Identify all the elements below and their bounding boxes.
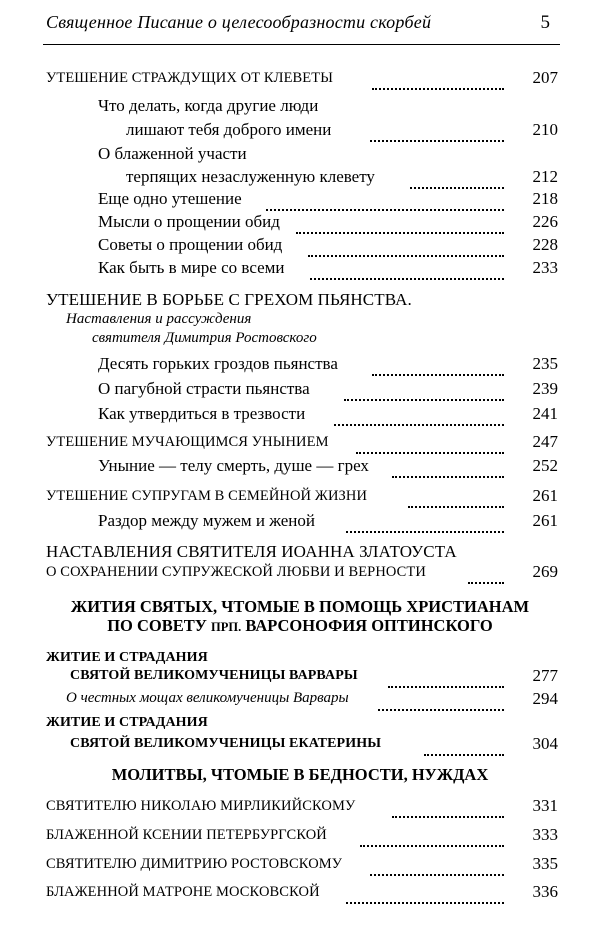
toc-entry-page: 304 <box>532 734 558 753</box>
toc-entry-title: СВЯТОЙ ВЕЛИКОМУЧЕНИЦЫ ЕКАТЕРИНЫ <box>70 736 385 752</box>
section-heading-line1: ЖИТИЯ СВЯТЫХ, ЧТОМЫЕ В ПОМОЩЬ ХРИСТИАНАМ <box>70 597 530 616</box>
toc-entry[interactable] <box>0 562 600 586</box>
toc-entry-title: О пагубной страсти пьянства <box>98 379 314 399</box>
header-rule <box>43 44 560 45</box>
toc-entry-title: Десять горьких гроздов пьянства <box>98 354 342 374</box>
toc-entry[interactable] <box>0 258 600 282</box>
toc-entry-title: Раздор между мужем и женой <box>98 511 319 531</box>
toc-entry-page: 218 <box>532 189 558 208</box>
toc-entry-title: БЛАЖЕННОЙ КСЕНИИ ПЕТЕРБУРГСКОЙ <box>46 827 331 844</box>
toc-entry-page: 252 <box>532 456 558 475</box>
toc-entry[interactable] <box>0 432 600 456</box>
toc-entry-title: Мысли о прощении обид <box>98 212 284 232</box>
toc-entry[interactable] <box>0 825 600 849</box>
toc-entry-page: 294 <box>532 689 558 708</box>
toc-entry-title: Уныние — телу смерть, душе — грех <box>98 456 373 476</box>
toc-entry-title: БЛАЖЕННОЙ МАТРОНЕ МОСКОВСКОЙ <box>46 884 324 901</box>
toc-entry[interactable] <box>0 456 600 480</box>
toc-entry-title: УТЕШЕНИЕ СТРАЖДУЩИХ ОТ КЛЕВЕТЫ <box>46 70 337 87</box>
toc-entry-title: Как быть в мире со всеми <box>98 258 288 278</box>
toc-entry-page: 333 <box>532 825 558 844</box>
toc-entry-title: О честных мощах великомученицы Варвары <box>66 690 353 707</box>
toc-entry-page: 207 <box>532 68 558 87</box>
toc-entry-page: 241 <box>532 404 558 423</box>
toc-entry-title: О СОХРАНЕНИИ СУПРУЖЕСКОЙ ЛЮБВИ И ВЕРНОСТИ <box>46 564 430 581</box>
toc-entry-title: Еще одно утешение <box>98 189 246 209</box>
toc-entry-page: 226 <box>532 212 558 231</box>
toc-entry-page: 336 <box>532 882 558 901</box>
toc-entry[interactable] <box>0 796 600 820</box>
toc-entry-title-line1: Что делать, когда другие люди <box>98 96 319 115</box>
toc-entry-title-line1: О блаженной участи <box>98 144 247 163</box>
toc-entry-page: 239 <box>532 379 558 398</box>
toc-entry-title: терпящих незаслуженную клевету <box>126 167 379 187</box>
toc-entry-page: 233 <box>532 258 558 277</box>
page-number: 5 <box>540 12 550 33</box>
toc-entry[interactable] <box>0 212 600 236</box>
toc-entry[interactable] <box>0 666 600 690</box>
toc-entry-page: 228 <box>532 235 558 254</box>
toc-entry-page: 269 <box>532 562 558 581</box>
toc-entry[interactable] <box>0 486 600 510</box>
toc-entry-page: 277 <box>532 666 558 685</box>
toc-entry-title: лишают тебя доброго имени <box>126 120 335 140</box>
toc-entry-title: Советы о прощении обид <box>98 235 286 255</box>
toc-entry[interactable] <box>0 189 600 213</box>
toc-entry-title-line1: НАСТАВЛЕНИЯ СВЯТИТЕЛЯ ИОАННА ЗЛАТОУСТА <box>46 542 457 561</box>
toc-entry-page: 210 <box>532 120 558 139</box>
toc-entry[interactable] <box>0 235 600 259</box>
toc-entry-page: 331 <box>532 796 558 815</box>
toc-entry[interactable] <box>0 882 600 906</box>
toc-entry[interactable] <box>0 379 600 403</box>
toc-entry[interactable] <box>0 689 600 713</box>
toc-entry-title-line1: ЖИТИЕ И СТРАДАНИЯ <box>46 715 208 730</box>
running-header-title: Священное Писание о целесообразности скорбей <box>46 12 432 32</box>
toc-entry-page: 247 <box>532 432 558 451</box>
toc-entry[interactable] <box>0 120 600 144</box>
toc-entry[interactable] <box>0 734 600 758</box>
toc-entry-title: УТЕШЕНИЕ МУЧАЮЩИМСЯ УНЫНИЕМ <box>46 434 333 451</box>
toc-entry[interactable] <box>0 404 600 428</box>
toc-entry[interactable] <box>0 167 600 191</box>
toc-subheading-line1: Наставления и рассуждения <box>66 311 252 327</box>
toc-entry-page: 261 <box>532 511 558 530</box>
toc-entry[interactable] <box>0 854 600 878</box>
toc-entry[interactable] <box>0 68 600 92</box>
toc-subheading-line2: святителя Димитрия Ростовского <box>92 330 317 346</box>
toc-entry-page: 261 <box>532 486 558 505</box>
toc-entry-title: Как утвердиться в трезвости <box>98 404 309 424</box>
toc-entry-page: 235 <box>532 354 558 373</box>
toc-entry-title: СВЯТИТЕЛЮ НИКОЛАЮ МИРЛИКИЙСКОМУ <box>46 798 359 815</box>
toc-section-heading[interactable]: УТЕШЕНИЕ В БОРЬБЕ С ГРЕХОМ ПЬЯНСТВА. <box>46 290 412 309</box>
toc-entry-title: СВЯТИТЕЛЮ ДИМИТРИЮ РОСТОВСКОМУ <box>46 856 346 873</box>
toc-entry-page: 335 <box>532 854 558 873</box>
section-heading-line2: ПО СОВЕТУ ПРП. ВАРСОНОФИЯ ОПТИНСКОГО <box>107 616 493 635</box>
section-heading: МОЛИТВЫ, ЧТОМЫЕ В БЕДНОСТИ, НУЖДАХ <box>111 765 489 784</box>
toc-entry[interactable] <box>0 354 600 378</box>
toc-entry[interactable] <box>0 511 600 535</box>
toc-entry-title: СВЯТОЙ ВЕЛИКОМУЧЕНИЦЫ ВАРВАРЫ <box>70 668 362 684</box>
toc-entry-page: 212 <box>532 167 558 186</box>
toc-entry-title: УТЕШЕНИЕ СУПРУГАМ В СЕМЕЙНОЙ ЖИЗНИ <box>46 488 371 505</box>
toc-entry-title-line1: ЖИТИЕ И СТРАДАНИЯ <box>46 650 208 665</box>
